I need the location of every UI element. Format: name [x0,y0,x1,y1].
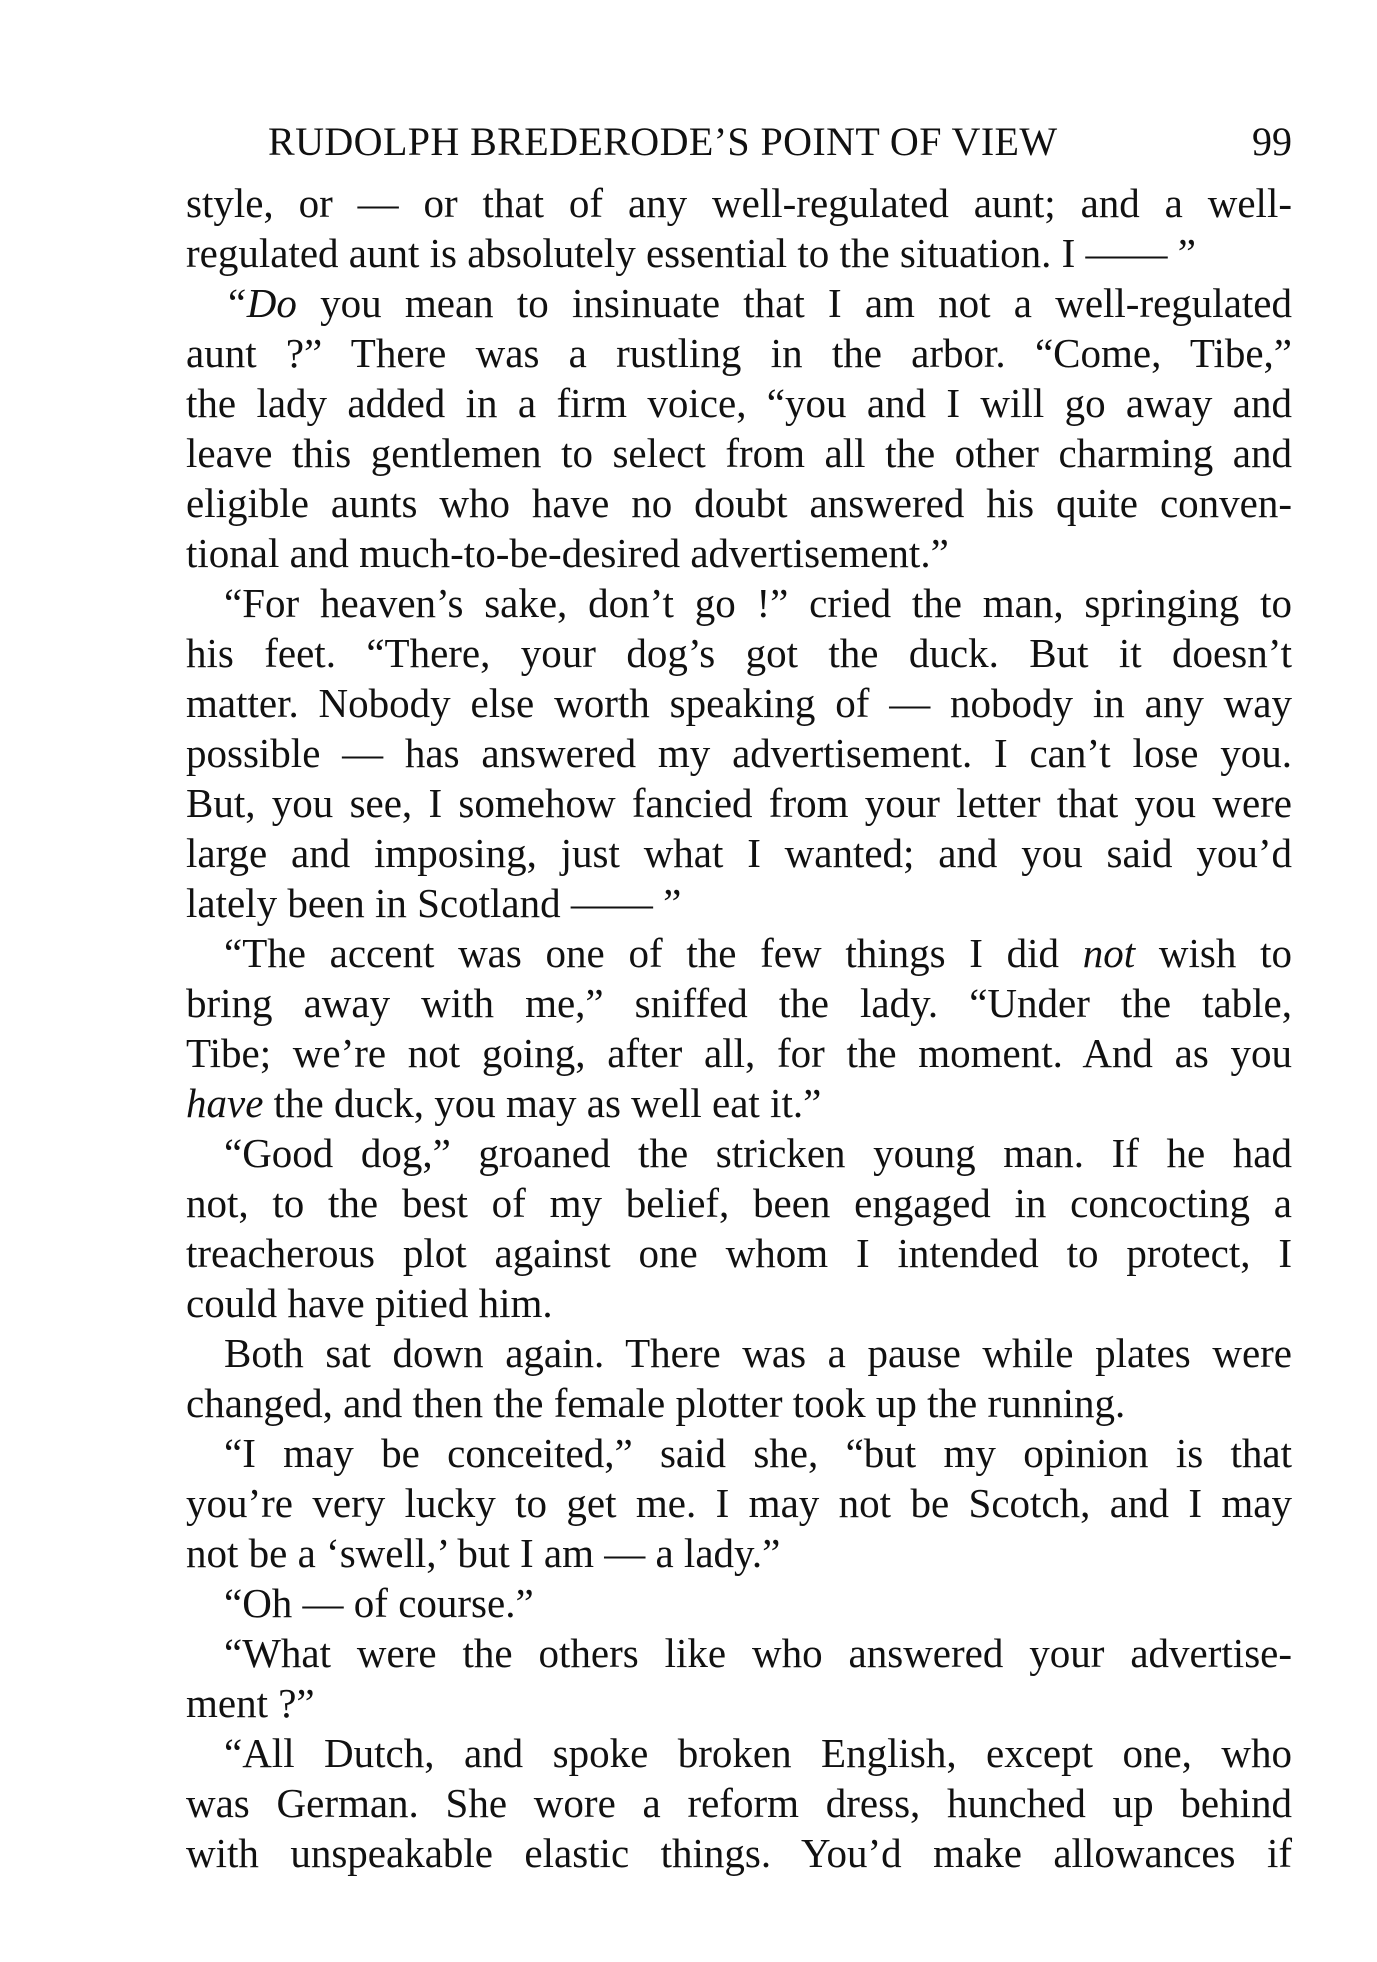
text-line: treacherous plot against one whom I intended to protect, I [186,1230,1292,1276]
text-line: bring away with me,” sniffed the lady. “Under the table, [186,980,1292,1026]
text-line: not be a ‘swell,’ but I am — a lady.” [186,1530,781,1576]
text-line: Both sat down again. There was a pause while plates were [224,1330,1292,1376]
text-line: leave this gentlemen to select from all the other charming and [186,430,1292,476]
text-line: with unspeakable elastic things. You’d make allowances if [186,1830,1292,1876]
page-number: 99 [1252,119,1292,164]
text-line: lately been in Scotland —— ” [186,880,682,926]
text-line: “For heaven’s sake, don’t go !” cried the man, springing to [224,580,1292,626]
text-line: possible — has answered my advertisement. I can’t lose you. [186,730,1292,776]
text-line: the lady added in a firm voice, “you and I will go away and [186,380,1292,426]
line-start: “The accent was one of the few things I did [224,930,1083,976]
text-line: changed, and then the female plotter took up the running. [186,1380,1126,1426]
running-title: RUDOLPH BREDERODE’S POINT OF VIEW [268,119,1058,164]
text-line: “I may be conceited,” said she, “but my opinion is that [224,1430,1292,1476]
text-line: you’re very lucky to get me. I may not be Scotch, and I may [186,1480,1292,1526]
text-line: his feet. “There, your dog’s got the duck. But it doesn’t [186,630,1292,676]
line-end: wish to [1135,930,1292,976]
italic-word: have [186,1080,264,1126]
text-line: “All Dutch, and spoke broken English, except one, who [224,1730,1292,1776]
italic-word: “Do [224,280,297,326]
page-header [186,112,1292,172]
text-line: aunt ?” There was a rustling in the arbor. “Come, Tibe,” [186,330,1292,376]
text-line: not, to the best of my belief, been engaged in concocting a [186,1180,1292,1226]
text-line: style, or — or that of any well-regulated aunt; and a well- [186,180,1292,226]
text-line: large and imposing, just what I wanted; and you said you’d [186,830,1292,876]
line-remainder: the duck, you may as well eat it.” [263,1080,822,1126]
text-line [186,928,1292,978]
line-remainder: you mean to insinuate that I am not a well-regulated [296,280,1292,326]
text-line: tional and much-to-be-desired advertisement.” [186,530,949,576]
text-line [186,278,1292,328]
text-line: “Oh — of course.” [224,1580,534,1626]
text-line: But, you see, I somehow fancied from your letter that you were [186,780,1292,826]
text-line: matter. Nobody else worth speaking of — nobody in any way [186,680,1292,726]
text-line: was German. She wore a reform dress, hunched up behind [186,1780,1292,1826]
text-line: regulated aunt is absolutely essential to the situation. I —— ” [186,230,1196,276]
text-line: eligible aunts who have no doubt answered his quite conven- [186,480,1292,526]
text-line: Tibe; we’re not going, after all, for the moment. And as you [186,1030,1292,1076]
text-line: “Good dog,” groaned the stricken young man. If he had [224,1130,1292,1176]
text-line: could have pitied him. [186,1280,553,1326]
italic-word: not [1082,930,1136,976]
text-line: ment ?” [186,1680,315,1726]
text-line: “What were the others like who answered your advertise- [224,1630,1292,1676]
body-text [186,178,1292,1878]
text-line [186,1078,1292,1128]
